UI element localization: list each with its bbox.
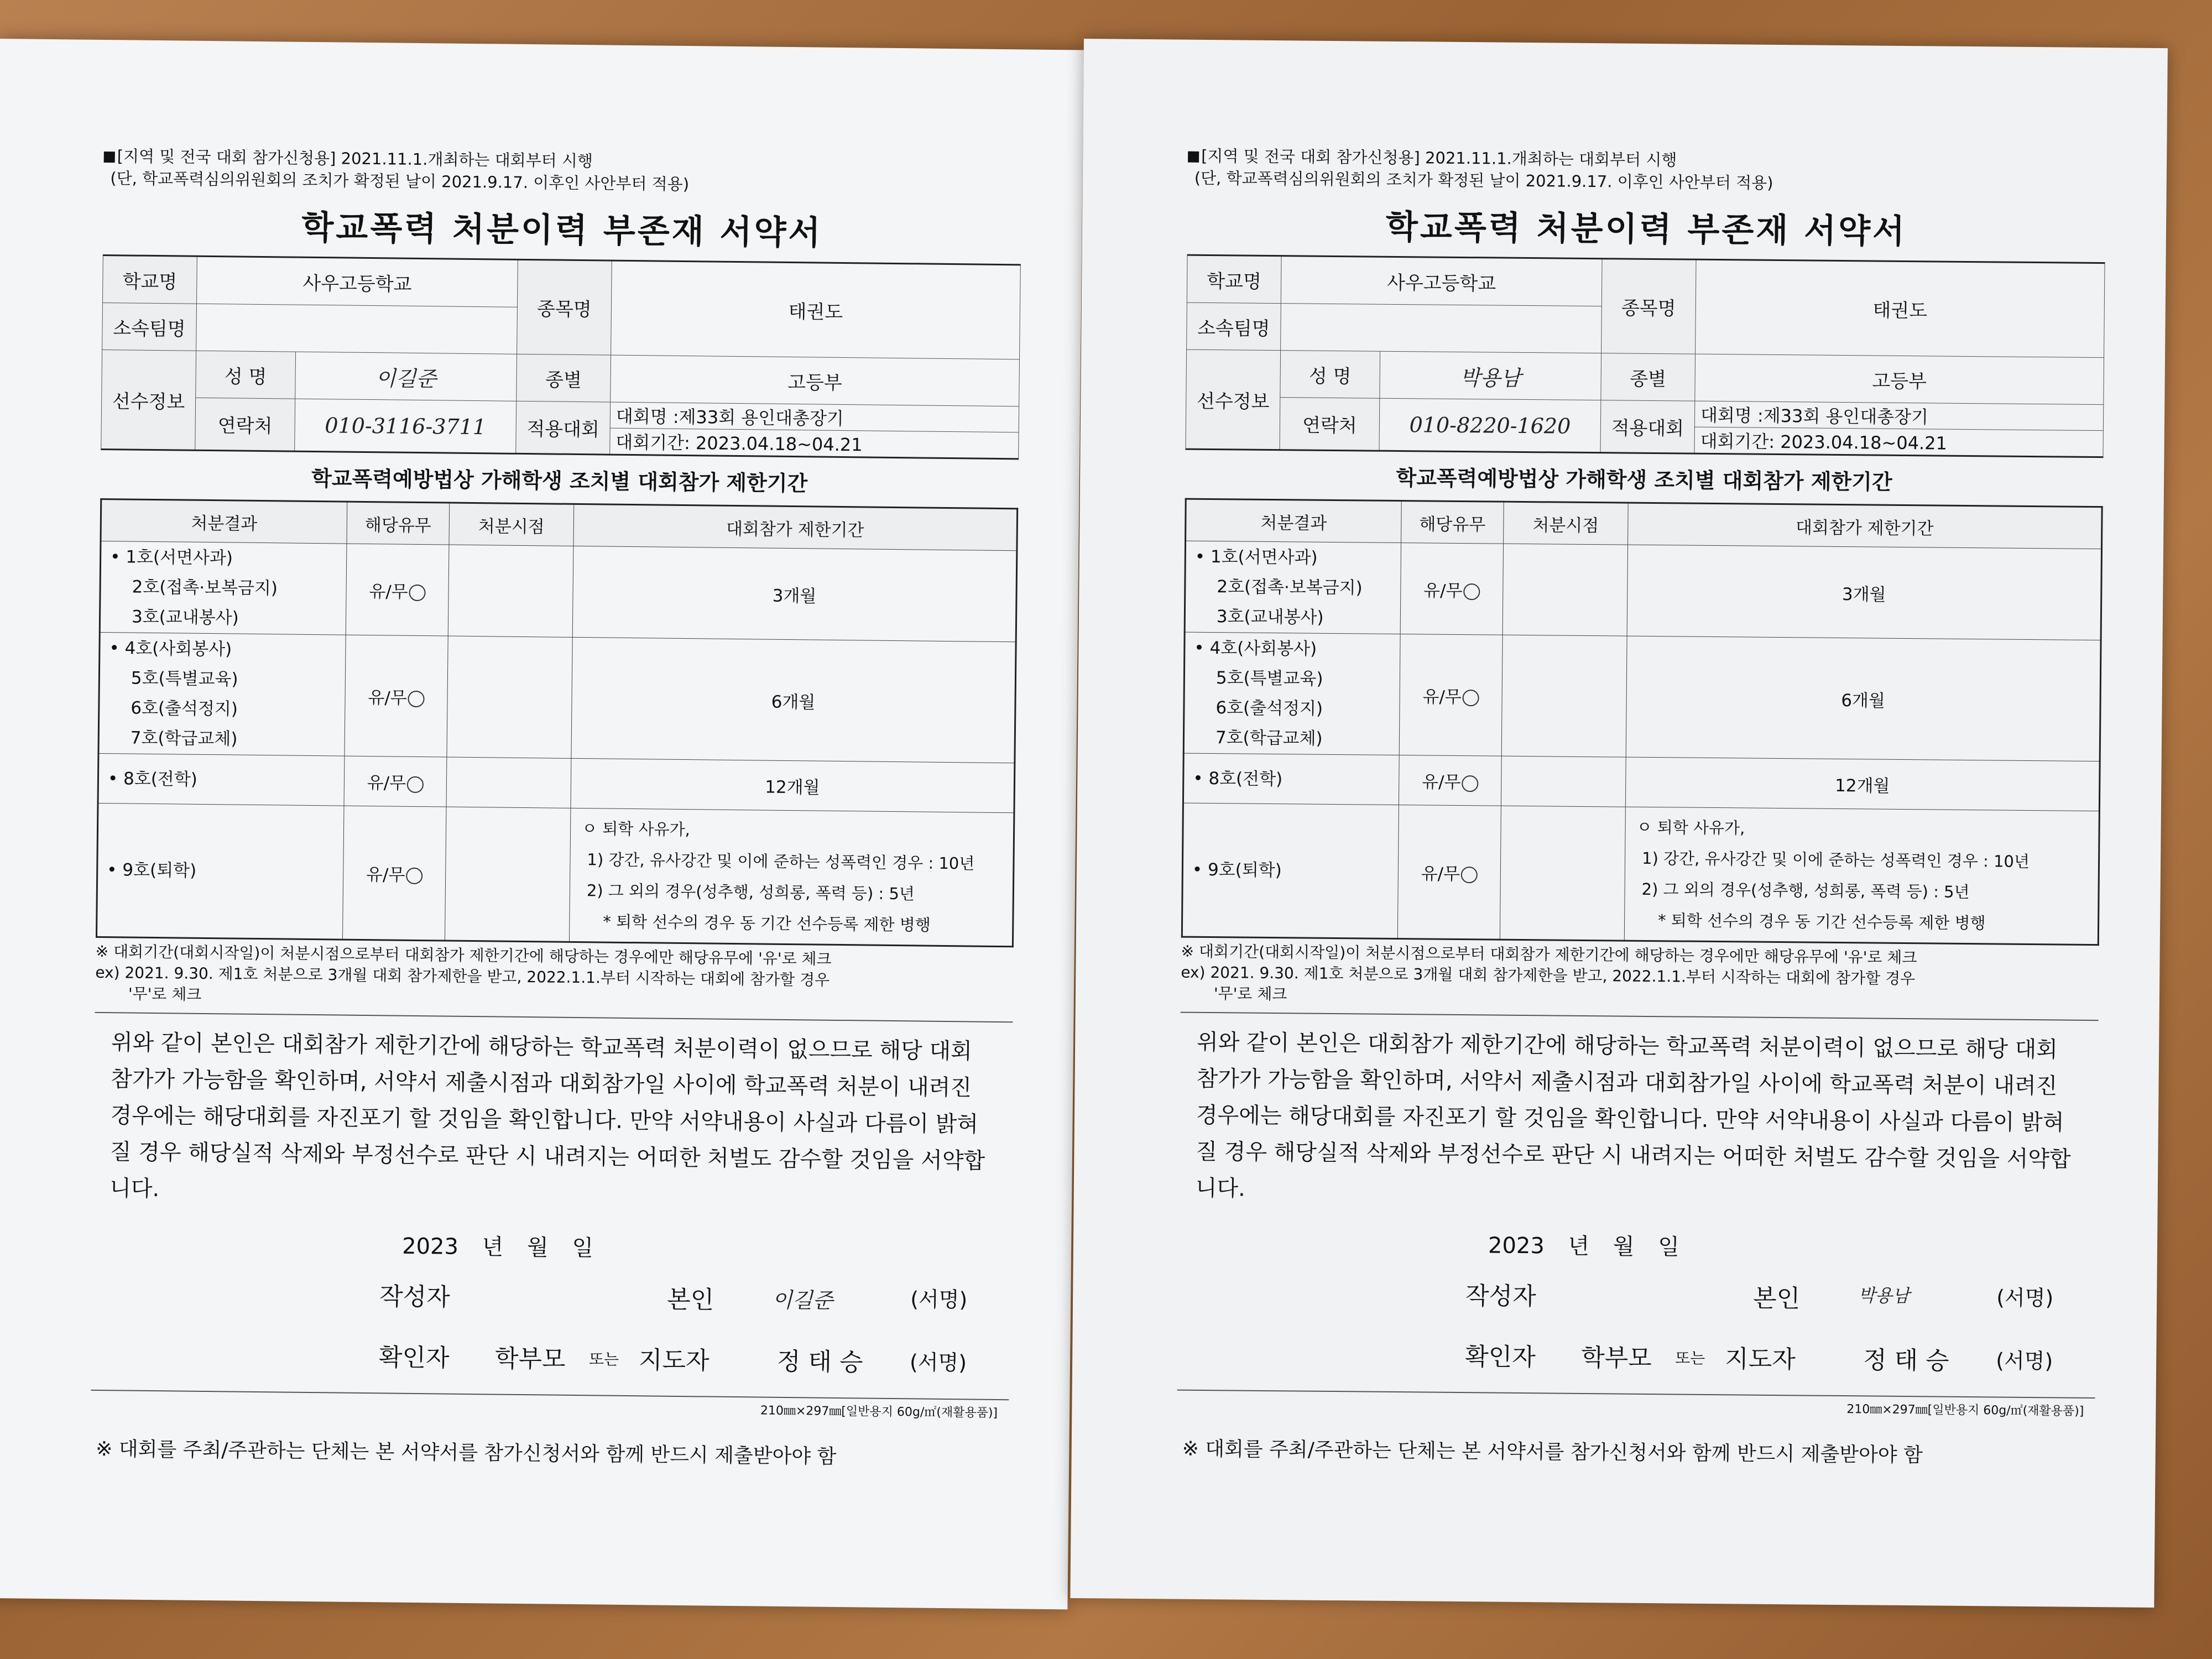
circle-mark-icon (408, 691, 425, 707)
limit-cell: 6개월 (1626, 636, 2101, 761)
contact-label: 연락처 (1280, 398, 1380, 451)
time-cell (1501, 756, 1626, 807)
col-result: 처분결과 (101, 499, 347, 544)
result-text: 7호(학급교체) (130, 728, 238, 749)
square-bullet-icon (104, 152, 115, 163)
applicable-cell (344, 756, 447, 807)
result-text: 5호(특별교육) (1215, 668, 1323, 689)
confirmer-label: 확인자 (1465, 1343, 1536, 1372)
team-name (196, 304, 518, 354)
paper-spec: 210㎜×297㎜[일반용지 60g/㎡(재활용품)] (760, 1404, 998, 1421)
team-label: 소속팀명 (1187, 302, 1281, 350)
result-cell (1185, 541, 1401, 634)
writer-label: 작성자 (1465, 1282, 1536, 1311)
applicable-cell (342, 806, 446, 941)
yn-text: 유/무 (369, 581, 408, 602)
notes (1181, 941, 2099, 1012)
notice-line-2: (단, 학교폭력심의위원회의 조치가 확정된 날이 2021.9.17. 이후인 사안부터 적용) (110, 169, 690, 194)
result-text: 5호(특별교육) (131, 668, 238, 690)
pledge-text: 위와 같이 본인은 대회참가 제한기간에 해당하는 학교폭력 처분이력이 없으므로 해당 대회 참가가 가능함을 확인하며, 서약서 제출시점과 대회참가일 사이에 학교폭력 처분이 내려진 경우에는 해당대회를 자진포기 할 것임을 확인합니다. 만약 서약내용이 사실과 다름이 밝혀질 경우 해당실적 삭제와 부정선수로 판단 시 내려지는 어떠한 처벌도 감수할 것임을 서약합니다. (1195, 1029, 2071, 1202)
col-limit: 대회참가 제한기간 (1628, 503, 2103, 549)
col-time: 처분시점 (449, 503, 574, 546)
circle-mark-icon (1463, 583, 1480, 600)
table-row (98, 753, 1015, 812)
date-line: 2023 년 월 일 (401, 1233, 594, 1261)
division-value: 고등부 (1695, 354, 2104, 404)
time-cell (1500, 806, 1625, 941)
table-row (98, 632, 1016, 763)
note-text: '무'로 체크 (1213, 984, 1287, 1004)
applicable-cell (1400, 543, 1503, 635)
parent-label: 학부모 (1580, 1343, 1652, 1373)
table-row (1185, 541, 2101, 640)
notes (95, 941, 1014, 1014)
notice-line-2: (단, 학교폭력심의위원회의 조치가 확정된 날이 2021.9.17. 이후인 사안부터 적용) (1194, 168, 1773, 192)
notice-text: [지역 및 전국 대회 참가신청용] 2021.11.1.개최하는 대회부터 시행 (117, 147, 593, 171)
coach-name: 정 태 승 (776, 1347, 863, 1377)
applicable-cell (346, 544, 449, 636)
divider (1181, 1012, 2099, 1021)
applicable-cell (1397, 805, 1501, 940)
col-limit: 대회참가 제한기간 (573, 504, 1018, 550)
circle-mark-icon (406, 868, 422, 884)
self-label: 본인 (666, 1285, 714, 1314)
col-result: 처분결과 (1186, 499, 1402, 542)
pledge-form-left (0, 39, 1084, 1609)
limit-cell: 6개월 (571, 637, 1016, 763)
penalty-title: 학교폭력예방법상 가해학생 조치별 대회참가 제한기간 (1396, 465, 1892, 494)
form-content (90, 145, 1022, 1471)
result-cell: • 8호(전학) (98, 753, 345, 806)
form-title: 학교폭력 처분이력 부존재 서약서 (301, 208, 823, 253)
condition-text: * 퇴학 선수의 경우 동 기간 선수등록 제한 병행 (603, 912, 931, 935)
result-text: 2호(접촉·보복금지) (132, 577, 278, 599)
time-cell (445, 807, 571, 942)
player-name-handwritten: 박용남 (1380, 351, 1601, 400)
circle-mark-icon (1462, 775, 1478, 792)
condition-text: * 퇴학 선수의 경우 동 기간 선수등록 제한 병행 (1657, 911, 1986, 933)
yn-text: 유/무 (1422, 686, 1462, 707)
limit-cell: 3개월 (1627, 545, 2101, 640)
result-text: 7호(학급교체) (1215, 728, 1323, 749)
info-table (1186, 254, 2105, 458)
condition-text: 1) 강간, 유사강간 및 이에 준하는 성폭력인 경우 : 10년 (1641, 848, 2030, 871)
school-name: 사우고등학교 (197, 256, 518, 307)
circle-mark-icon (409, 585, 426, 601)
condition-text: 2) 그 외의 경우(성추행, 성희롱, 폭력 등) : 5년 (586, 881, 915, 904)
writer-label: 작성자 (379, 1282, 450, 1312)
note-text: ※ 대회기간(대회시작일)이 처분시점으로부터 대회참가 제한기간에 해당하는 경우에만 해당유무에 '유'로 체크 (1181, 942, 1917, 967)
player-info-label: 선수정보 (101, 349, 196, 450)
note-text: '무'로 체크 (128, 984, 202, 1004)
confirmer-label: 확인자 (378, 1343, 450, 1373)
school-label: 학교명 (103, 255, 197, 304)
square-bullet-icon (1188, 152, 1199, 163)
contact-label: 연락처 (195, 398, 295, 451)
competition-period: 대회기간: 2023.04.18~04.21 (610, 428, 1019, 459)
result-cell: • 8호(전학) (1183, 753, 1399, 805)
competition-label: 적용대회 (516, 401, 611, 455)
applicable-cell (1399, 755, 1501, 806)
form-title: 학교폭력 처분이력 부존재 서약서 (1385, 207, 1907, 251)
yn-text: 유/무 (367, 773, 406, 794)
self-signature: 이길준 (771, 1287, 833, 1313)
event-label: 종목명 (1601, 259, 1696, 354)
result-cell (98, 632, 346, 756)
table-row (1183, 753, 2100, 811)
footer-note: ※ 대회를 주최/주관하는 단체는 본 서약서를 참가신청서와 함께 반드시 제출받아야 함 (1182, 1437, 1923, 1467)
penalty-title: 학교폭력예방법상 가해학생 조치별 대회참가 제한기간 (311, 466, 808, 496)
coach-label: 지도자 (1724, 1345, 1796, 1374)
table-row (1182, 803, 2099, 945)
table-row (100, 541, 1017, 641)
col-time: 처분시점 (1504, 502, 1629, 545)
player-name-handwritten: 이길준 (295, 352, 517, 401)
sign-label: (서명) (909, 1350, 967, 1375)
result-text: • 4호(사회봉사) (109, 638, 232, 660)
divider (95, 1012, 1013, 1022)
time-cell (446, 757, 571, 808)
yn-text: 유/무 (368, 687, 407, 708)
limit-cell: 12개월 (571, 758, 1015, 812)
time-cell (1503, 544, 1627, 636)
pledge-text: 위와 같이 본인은 대회참가 제한기간에 해당하는 학교폭력 처분이력이 없으므로 해당 대회 참가가 가능함을 확인하며, 서약서 제출시점과 대회참가일 사이에 학교폭력 처분이 내려진 경우에는 해당대회를 자진포기 할 것임을 확인합니다. 만약 서약내용이 사실과 다름이 밝혀질 경우 해당실적 삭제와 부정선수로 판단 시 내려지는 어떠한 처벌도 감수할 것임을 서약합니다. (109, 1030, 985, 1202)
team-label: 소속팀명 (102, 302, 197, 351)
result-text: 6호(출석정지) (1215, 698, 1323, 719)
circle-mark-icon (1461, 867, 1478, 883)
self-signature: 박용남 (1858, 1285, 1910, 1307)
parent-label: 학부모 (494, 1344, 566, 1374)
name-label: 성 명 (1280, 351, 1380, 399)
competition-name: 대회명 :제33회 용인대총장기 (1694, 401, 2103, 430)
applicable-cell (345, 635, 448, 757)
table-row (1183, 632, 2101, 761)
sign-label: (서명) (910, 1287, 968, 1312)
result-text: • 1호(서면사과) (1194, 546, 1318, 568)
result-text: 2호(접촉·보복금지) (1217, 577, 1363, 598)
condition-text: ㅇ 퇴학 사유가, (1636, 817, 1745, 838)
condition-text: 2) 그 외의 경우(성추행, 성희롱, 폭력 등) : 5년 (1641, 879, 1970, 902)
result-cell: • 9호(퇴학) (1182, 803, 1399, 938)
result-cell (1183, 632, 1400, 755)
applicable-cell (1399, 634, 1503, 757)
yn-text: 유/무 (1421, 863, 1460, 884)
condition-text: ㅇ 퇴학 사유가, (581, 819, 691, 839)
team-name (1281, 304, 1602, 353)
penalty-table (96, 498, 1018, 947)
result-text: • 4호(사회봉사) (1194, 638, 1317, 659)
pledge-form-right (1070, 39, 2168, 1608)
info-table (101, 254, 1021, 460)
time-cell (1501, 635, 1627, 757)
yn-text: 유/무 (1423, 580, 1463, 601)
date-line: 2023 년 월 일 (1488, 1233, 1680, 1260)
player-info-label: 선수정보 (1186, 349, 1281, 450)
competition-period: 대회기간: 2023.04.18~04.21 (1694, 427, 2103, 457)
name-label: 성 명 (196, 351, 296, 399)
col-applicable: 해당유무 (1401, 501, 1504, 544)
expel-conditions (569, 808, 1014, 946)
result-text: 3호(교내봉사) (1216, 607, 1324, 628)
division-value: 고등부 (611, 355, 1020, 406)
result-text: 3호(교내봉사) (131, 607, 239, 628)
result-text: • 1호(서면사과) (110, 547, 233, 568)
event-label: 종목명 (517, 259, 612, 355)
coach-name: 정 태 승 (1863, 1346, 1949, 1375)
sign-label: (서명) (1996, 1348, 2053, 1374)
phone-handwritten: 010-8220-1620 (1379, 398, 1601, 452)
division-label: 종별 (1601, 353, 1695, 401)
col-applicable: 해당유무 (347, 502, 450, 545)
result-text: 6호(출석정지) (131, 698, 238, 719)
school-label: 학교명 (1187, 255, 1281, 303)
yn-text: 유/무 (366, 864, 405, 885)
competition-name: 대회명 :제33회 용인대총장기 (610, 402, 1019, 432)
time-cell (447, 636, 572, 758)
phone-handwritten: 010-3116-3711 (295, 399, 517, 453)
table-row (96, 803, 1014, 946)
self-label: 본인 (1752, 1284, 1801, 1313)
or-label: 또는 (588, 1350, 619, 1369)
yn-text: 유/무 (1421, 772, 1461, 792)
note-text: ※ 대회기간(대회시작일)이 처분시점으로부터 대회참가 제한기간에 해당하는 경우에만 해당유무에 '유'로 체크 (95, 942, 832, 968)
division-label: 종별 (517, 354, 611, 402)
or-label: 또는 (1675, 1349, 1705, 1368)
circle-mark-icon (407, 776, 424, 792)
coach-label: 지도자 (638, 1346, 709, 1375)
limit-cell: 12개월 (1625, 757, 2100, 811)
footer-note: ※ 대회를 주최/주관하는 단체는 본 서약서를 참가신청서와 함께 반드시 제출받아야 함 (96, 1437, 837, 1468)
sign-label: (서명) (1996, 1285, 2054, 1311)
signature-block (91, 1268, 1010, 1394)
event-name: 태권도 (611, 260, 1021, 359)
result-cell (100, 541, 347, 635)
condition-text: 1) 강간, 유사강간 및 이에 준하는 성폭력인 경우 : 10년 (587, 850, 975, 873)
time-cell (448, 545, 573, 637)
note-text: ex) 2021. 9.30. 제1호 처분으로 3개월 대회 참가제한을 받고, 2022.1.1.부터 시작하는 대회에 참가할 경우 (1181, 963, 1916, 988)
result-cell: • 9호(퇴학) (96, 803, 344, 940)
school-name: 사우고등학교 (1281, 256, 1602, 306)
event-name: 태권도 (1695, 259, 2105, 357)
form-content (1177, 145, 2106, 1469)
limit-cell: 3개월 (572, 546, 1017, 641)
note-text: ex) 2021. 9.30. 제1호 처분으로 3개월 대회 참가제한을 받고, 2022.1.1.부터 시작하는 대회에 참가할 경우 (95, 963, 830, 989)
penalty-table (1181, 498, 2103, 946)
competition-label: 적용대회 (1600, 400, 1695, 453)
circle-mark-icon (1463, 690, 1479, 706)
notice-text: [지역 및 전국 대회 참가신청용] 2021.11.1.개최하는 대회부터 시행 (1201, 146, 1677, 170)
signature-block (1177, 1268, 2096, 1392)
expel-conditions (1624, 807, 2099, 945)
paper-spec: 210㎜×297㎜[일반용지 60g/㎡(재활용품)] (1846, 1402, 2084, 1418)
